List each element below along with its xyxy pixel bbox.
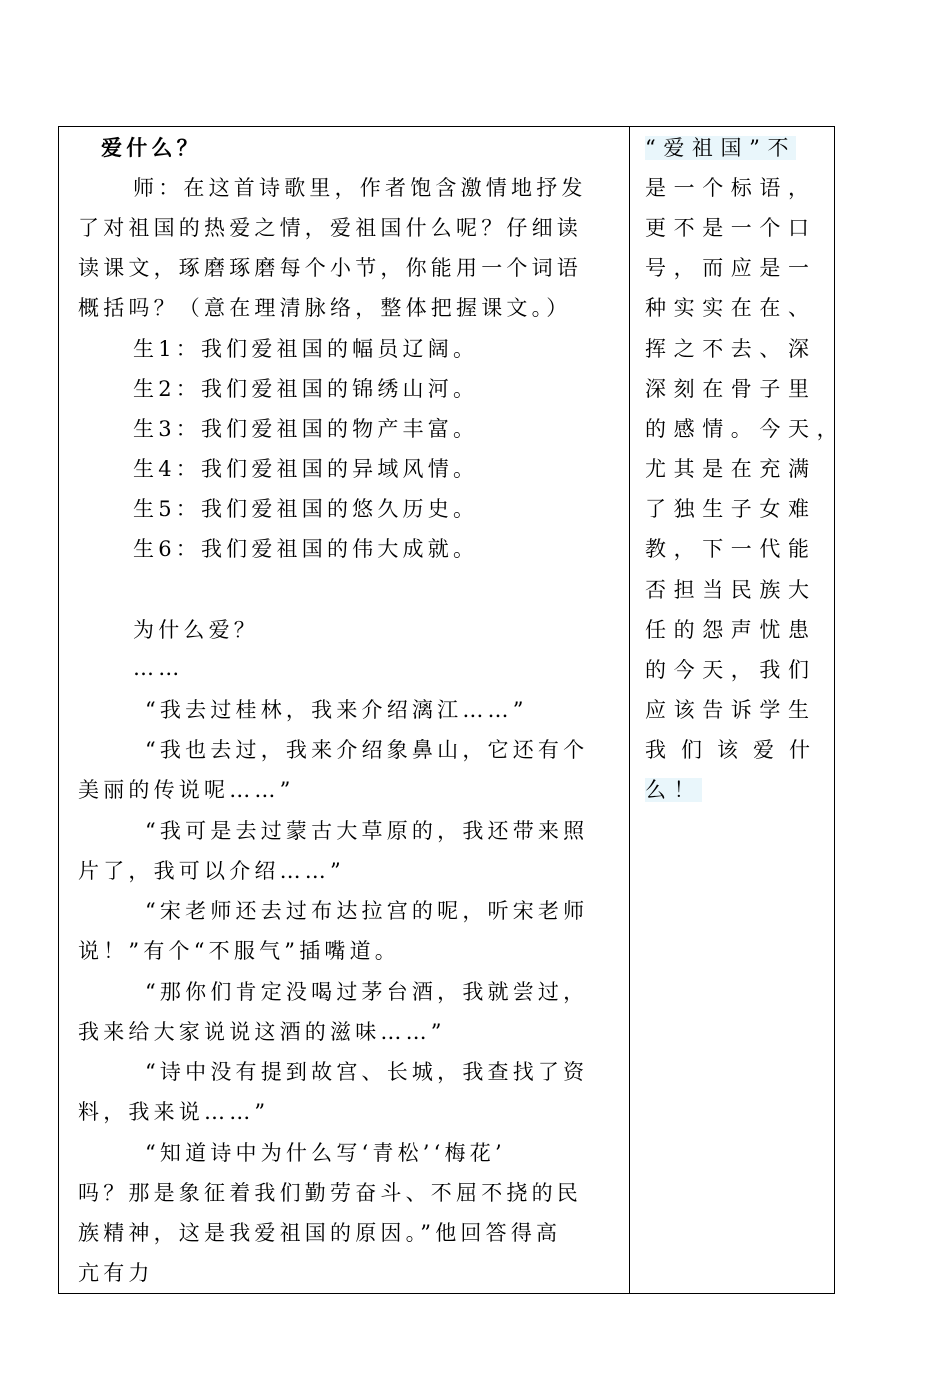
dialogue-line: “宋老师还去过布达拉宫的呢，听宋老师: [145, 899, 589, 923]
side-note-line: 是一个标语，: [645, 176, 817, 200]
student-answer: 生5：我们爱祖国的悠久历史。: [133, 497, 479, 521]
heading-why-love: 为什么爱？: [133, 618, 259, 642]
paragraph-line: 读课文，琢磨琢磨每个小节，你能用一个词语: [78, 256, 582, 280]
main-column: [59, 127, 629, 1293]
side-note-line: 的感情。今天，: [645, 417, 846, 441]
dialogue-line: “我也去过，我来介绍象鼻山，它还有个: [145, 738, 589, 762]
side-note-line: [645, 128, 796, 168]
side-note-line: 深刻在骨子里: [645, 377, 817, 401]
student-answer: 生1：我们爱祖国的幅员辽阔。: [133, 337, 479, 361]
side-note-line: 种实实在在、: [645, 296, 817, 320]
student-answer: 生6：我们爱祖国的伟大成就。: [133, 537, 479, 561]
dialogue-line: 说！”有个“不服气”插嘴道。: [78, 939, 401, 963]
dialogue-line: 料，我来说……”: [78, 1100, 270, 1124]
side-note-line: 号，而应是一: [645, 256, 817, 280]
lesson-table: [58, 126, 846, 1294]
dialogue-line: “知道诗中为什么写‘青松’‘梅花’: [145, 1141, 506, 1165]
side-note-highlight: 么！: [645, 778, 703, 802]
paragraph-line: 概括吗？（意在理清脉络，整体把握课文。）: [78, 296, 572, 320]
dialogue-line: “那你们肯定没喝过茅台酒，我就尝过，: [145, 980, 589, 1004]
side-note-line: [645, 770, 702, 810]
dialogue-line: 美丽的传说呢……”: [78, 778, 295, 802]
side-note-line: 的今天，我们: [645, 658, 817, 682]
side-note-line: 任的怨声忧患: [645, 618, 817, 642]
dialogue-line: 片了，我可以介绍……”: [78, 859, 345, 883]
student-answer: 生3：我们爱祖国的物产丰富。: [133, 417, 479, 441]
side-note-line: 了独生子女难: [645, 497, 817, 521]
column-divider: [629, 127, 630, 1293]
dialogue-line: “我可是去过蒙古大草原的，我还带来照: [145, 819, 589, 843]
dialogue-line: 亢有力: [78, 1261, 154, 1285]
side-note-line: 应该告诉学生: [645, 698, 817, 722]
heading-what-to-love: 爱什么？: [101, 135, 202, 160]
dialogue-line: “诗中没有提到故宫、长城，我查找了资: [145, 1060, 589, 1084]
dialogue-line: 吗？那是象征着我们勤劳奋斗、不屈不挠的民: [78, 1181, 582, 1205]
dialogue-line: 我来给大家说说这酒的滋味……”: [78, 1020, 446, 1044]
paragraph-line: 了对祖国的热爱之情，爱祖国什么呢？仔细读: [78, 216, 582, 240]
student-answer: 生4：我们爱祖国的异域风情。: [133, 457, 479, 481]
dialogue-line: 族精神，这是我爱祖国的原因。”他回答得高: [78, 1221, 562, 1245]
side-note-line: 尤其是在充满: [645, 457, 817, 481]
side-note-line: 教，下一代能: [645, 537, 817, 561]
side-note-line: 我们该爱什: [645, 738, 825, 762]
side-note-line: 挥之不去、深: [645, 337, 817, 361]
student-answer: 生2：我们爱祖国的锦绣山河。: [133, 377, 479, 401]
side-note-column: [631, 127, 846, 1293]
ellipsis-line: ……: [133, 656, 184, 680]
paragraph-line: 师：在这首诗歌里，作者饱含激情地抒发: [133, 176, 587, 200]
side-note-line: 否担当民族大: [645, 578, 817, 602]
dialogue-line: “我去过桂林，我来介绍漓江……”: [145, 698, 528, 722]
side-note-highlight: “爱祖国”不: [645, 136, 797, 160]
side-note-line: 更不是一个口: [645, 216, 817, 240]
